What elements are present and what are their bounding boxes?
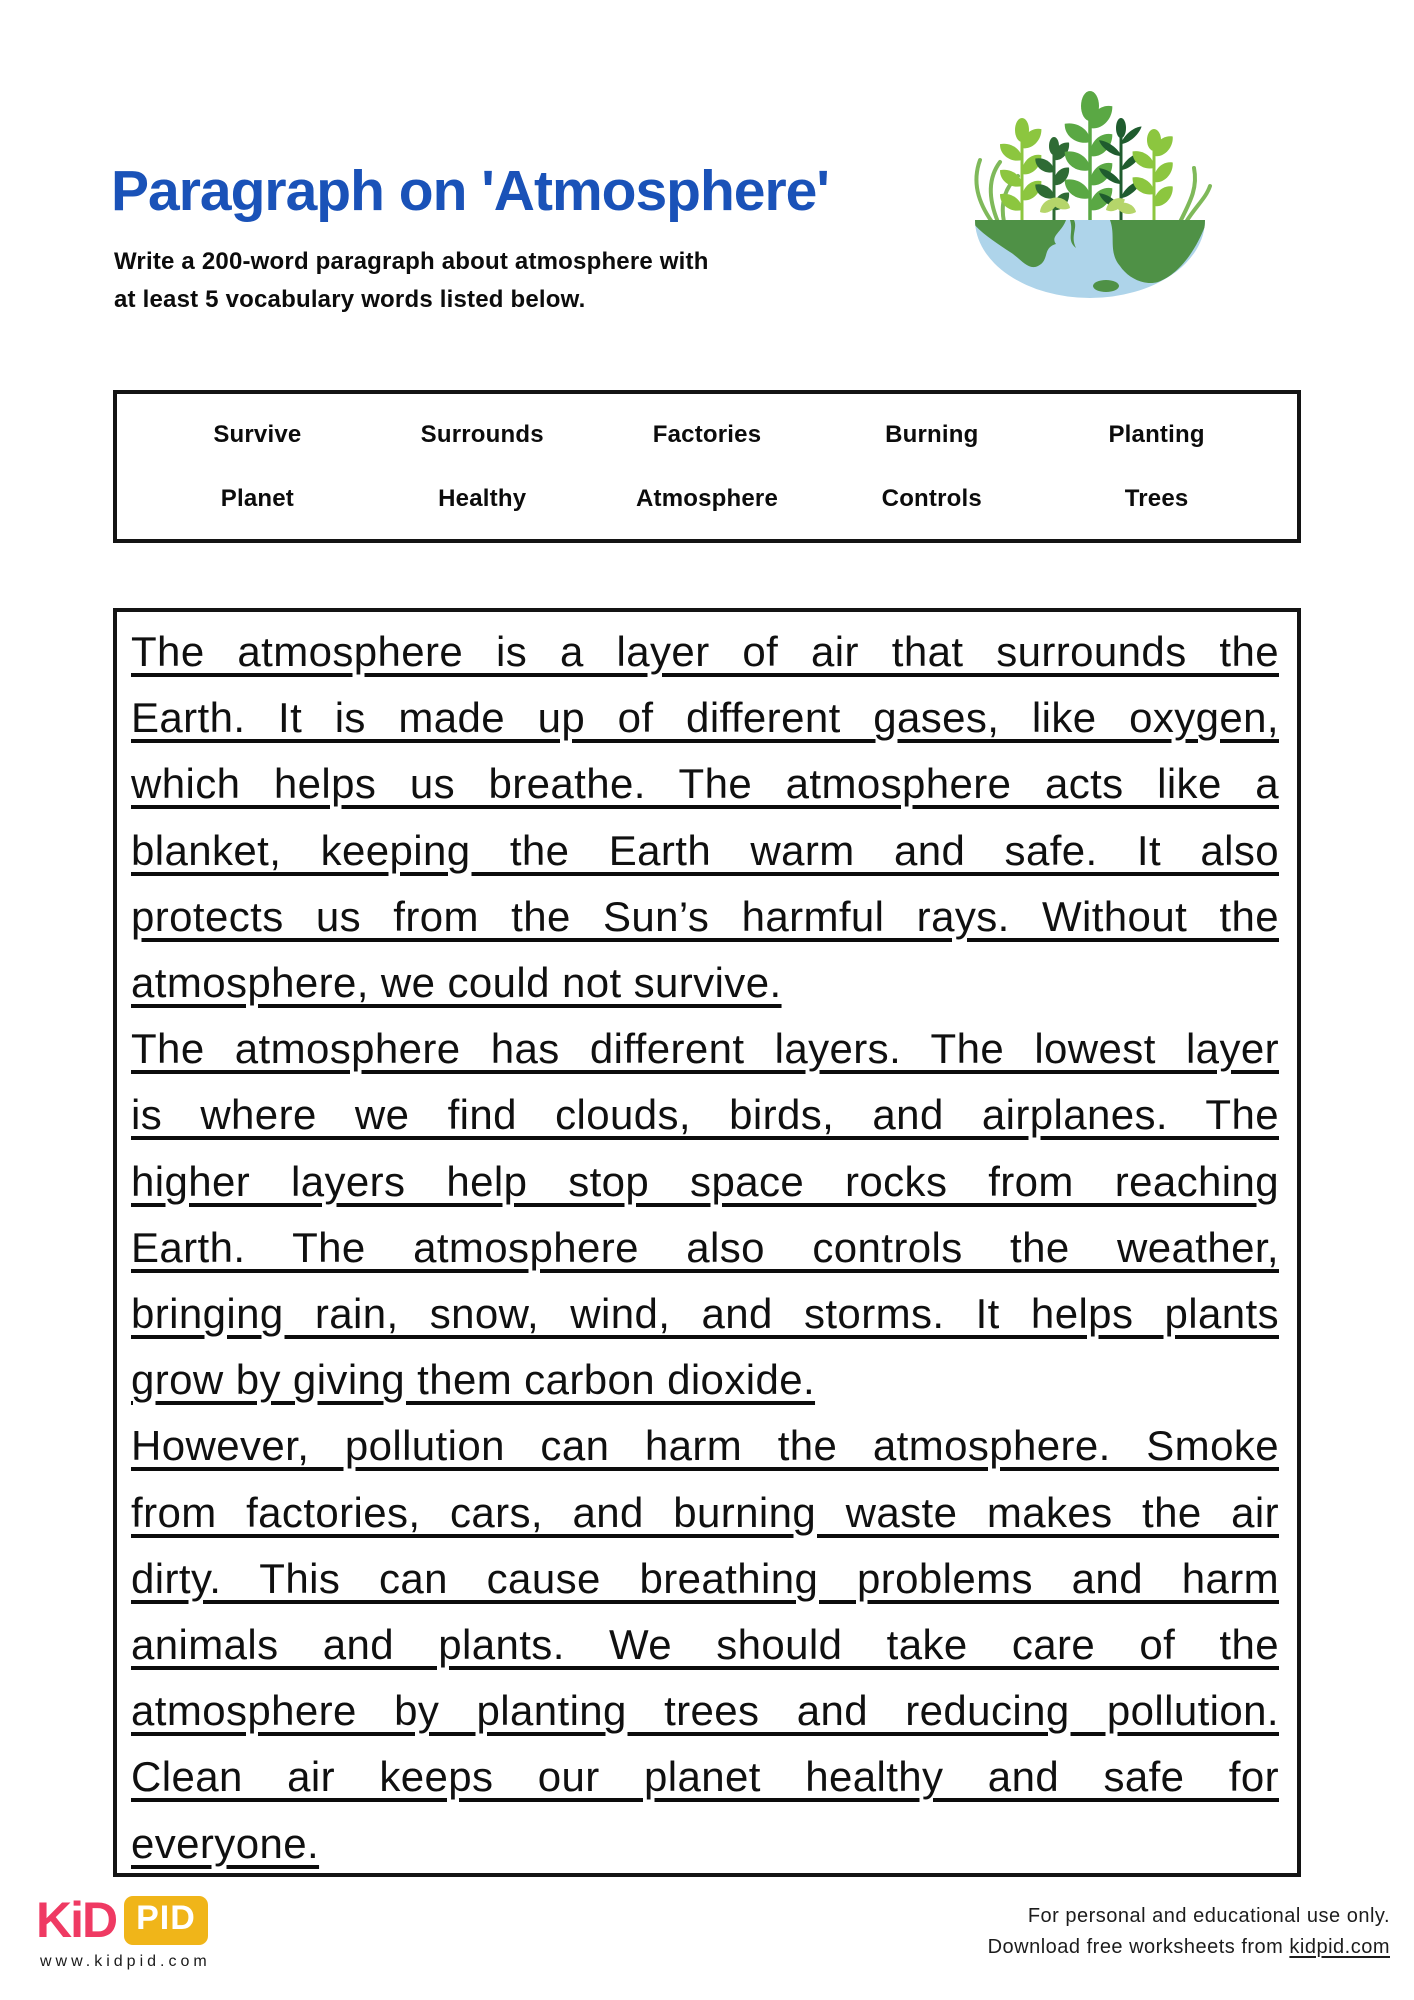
kidpid-link[interactable]: kidpid.com xyxy=(1289,1936,1390,1958)
paragraph-line: atmosphere, we could not survive. xyxy=(131,959,782,1007)
website-url: www.kidpid.com xyxy=(40,1953,211,1970)
page-subtitle xyxy=(114,243,709,319)
page-title: Paragraph on 'Atmosphere' xyxy=(111,159,829,223)
paragraph-line: everyone. xyxy=(131,1819,320,1867)
paragraph-line: Earth. The atmosphere also controls the weather, xyxy=(131,1223,1279,1271)
earth-plants-illustration xyxy=(958,90,1224,302)
paragraph-line: However, pollution can harm the atmosphere. Smoke xyxy=(131,1422,1279,1470)
vocab-word: Surrounds xyxy=(420,420,544,448)
vocab-word: Survive xyxy=(213,420,302,448)
vocab-word: Healthy xyxy=(438,484,527,512)
paragraph-line: The atmosphere is a layer of air that surrounds the xyxy=(131,628,1279,675)
grass-left xyxy=(976,160,1018,222)
vocab-word: Atmosphere xyxy=(635,484,778,512)
paragraph-line: atmosphere by planting trees and reducing pollution. xyxy=(131,1687,1279,1735)
paragraph-line: blanket, keeping the Earth warm and safe. It also xyxy=(131,826,1279,874)
vocab-word: Trees xyxy=(1124,484,1189,512)
paragraph-line: bringing rain, snow, wind, and storms. It helps plants xyxy=(131,1290,1279,1338)
usage-note-line2 xyxy=(988,1932,1390,1963)
paragraph-line: The atmosphere has different layers. The lowest layer xyxy=(131,1025,1279,1073)
paragraph-line: is where we find clouds, birds, and airplanes. The xyxy=(131,1091,1279,1139)
plant-5 xyxy=(1129,129,1178,220)
vocab-word: Planet xyxy=(220,484,295,512)
paragraph-line: higher layers help stop space rocks from reaching xyxy=(131,1157,1279,1205)
logo-kid-text: KiD xyxy=(36,1892,117,1948)
vocab-word: Burning xyxy=(885,420,979,448)
vocab-word: Controls xyxy=(881,484,982,512)
usage-note-line1: For personal and educational use only. xyxy=(1027,1905,1390,1927)
paragraph-line: from factories, cars, and burning waste makes the air xyxy=(131,1488,1279,1536)
usage-note xyxy=(988,1901,1390,1963)
paragraph-line: dirty. This can cause breathing problems and harm xyxy=(131,1554,1279,1602)
vocabulary-box xyxy=(113,390,1301,543)
subtitle-line-2: at least 5 vocabulary words listed below. xyxy=(114,286,586,313)
vocab-word: Planting xyxy=(1108,420,1205,448)
paragraph-line: animals and plants. We should take care of the xyxy=(131,1621,1279,1669)
grass-right xyxy=(1180,168,1210,222)
paragraph-box xyxy=(113,608,1301,1877)
logo-pid-badge: PID xyxy=(124,1896,208,1945)
usage-note-line2-text: Download free worksheets from xyxy=(987,1936,1290,1958)
subtitle-line-1: Write a 200-word paragraph about atmosphere with xyxy=(114,248,709,275)
paragraph-text xyxy=(131,619,1279,1877)
paragraph-line: Earth. It is made up of different gases, like oxygen, xyxy=(131,694,1279,742)
paragraph-line: which helps us breathe. The atmosphere acts like a xyxy=(131,760,1279,808)
paragraph-line: Clean air keeps our planet healthy and safe for xyxy=(131,1753,1279,1801)
kidpid-logo xyxy=(36,1891,208,1949)
paragraph-line: grow by giving them carbon dioxide. xyxy=(131,1356,816,1404)
paragraph-line: protects us from the Sun’s harmful rays. Without the xyxy=(131,892,1279,940)
vocab-word: Factories xyxy=(652,420,762,448)
